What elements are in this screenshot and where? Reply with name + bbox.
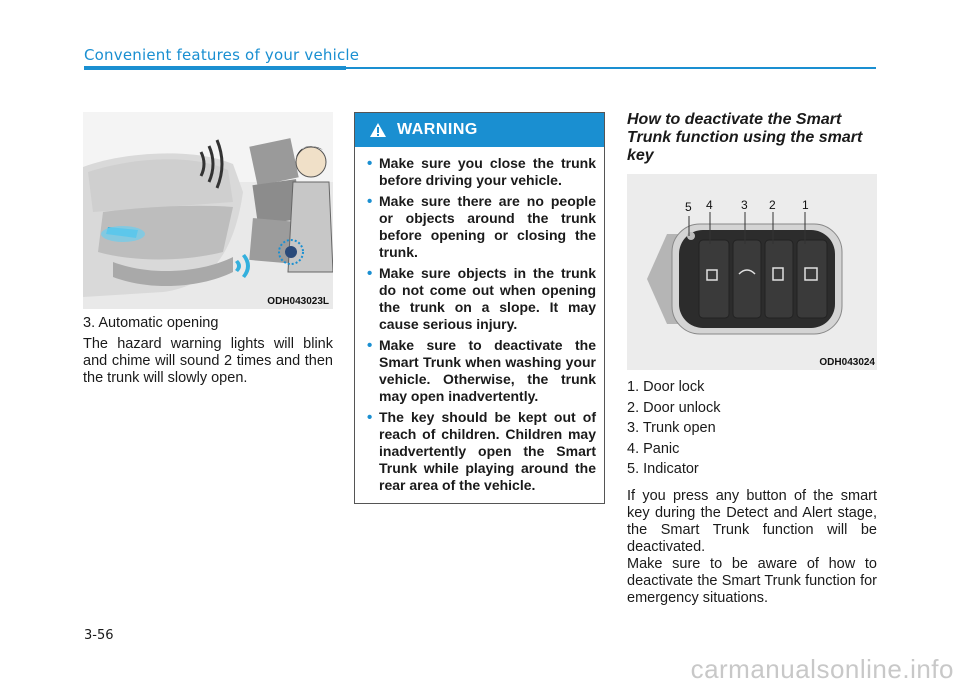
warning-item: • Make sure objects in the trunk do not come out when opening the trunk on a slope. It may cause serious injury. — [367, 265, 596, 333]
warning-item: • Make sure to deactivate the Smart Trunk when washing your vehicle. Otherwise, the trunk may open inadvertently. — [367, 337, 596, 405]
warning-header — [355, 113, 604, 147]
header-rule-thin — [346, 67, 876, 69]
automatic-opening-illustration — [83, 112, 333, 309]
callout-3: 3 — [741, 198, 748, 212]
warning-title: WARNING — [397, 121, 478, 138]
automatic-opening-description: The hazard warning lights will blink and chime will sound 2 times and then the trunk will slowly open. — [83, 336, 333, 386]
smart-key-graphic — [627, 174, 877, 370]
warning-item: • Make sure there are no people or objects around the trunk before opening or closing the trunk. — [367, 193, 596, 261]
deactivation-heading: How to deactivate the Smart Trunk function using the smart key — [627, 111, 863, 164]
page-number: 3-56 — [84, 628, 114, 643]
step-caption: 3. Automatic opening — [83, 315, 219, 331]
warning-item: • Make sure you close the trunk before driving your vehicle. — [367, 155, 596, 189]
warning-item: • The key should be kept out of reach of children. Children may inadvertently open the Smart Trunk while playing around the rear area of the vehicle. — [367, 409, 596, 494]
key-item-door-lock: 1. Door lock — [627, 379, 705, 395]
key-item-indicator: 5. Indicator — [627, 461, 699, 477]
warning-list — [355, 147, 604, 494]
car-person-illustration — [83, 112, 333, 309]
watermark: carmanualsonline.info — [690, 654, 954, 684]
smart-key-illustration — [627, 174, 877, 370]
figure-code-left: ODH043023L — [267, 296, 329, 307]
figure-code-right: ODH043024 — [819, 357, 875, 368]
warning-triangle-icon — [369, 122, 387, 138]
emergency-paragraph: Make sure to be aware of how to deactivate the Smart Trunk function for emergency situations. — [627, 556, 877, 606]
callout-4: 4 — [706, 198, 713, 212]
deactivation-paragraph: If you press any button of the smart key during the Detect and Alert stage, the Smart Trunk function will be deactivated. — [627, 488, 877, 555]
callout-2: 2 — [769, 198, 776, 212]
key-item-door-unlock: 2. Door unlock — [627, 399, 721, 416]
key-button-list — [627, 377, 721, 480]
key-item-panic: 4. Panic — [627, 440, 680, 457]
key-item-trunk-open: 3. Trunk open — [627, 420, 716, 436]
callout-1: 1 — [802, 198, 809, 212]
header-rule — [84, 66, 346, 70]
section-title: Convenient features of your vehicle — [84, 46, 360, 64]
warning-box — [354, 112, 605, 504]
callout-5: 5 — [685, 200, 692, 214]
